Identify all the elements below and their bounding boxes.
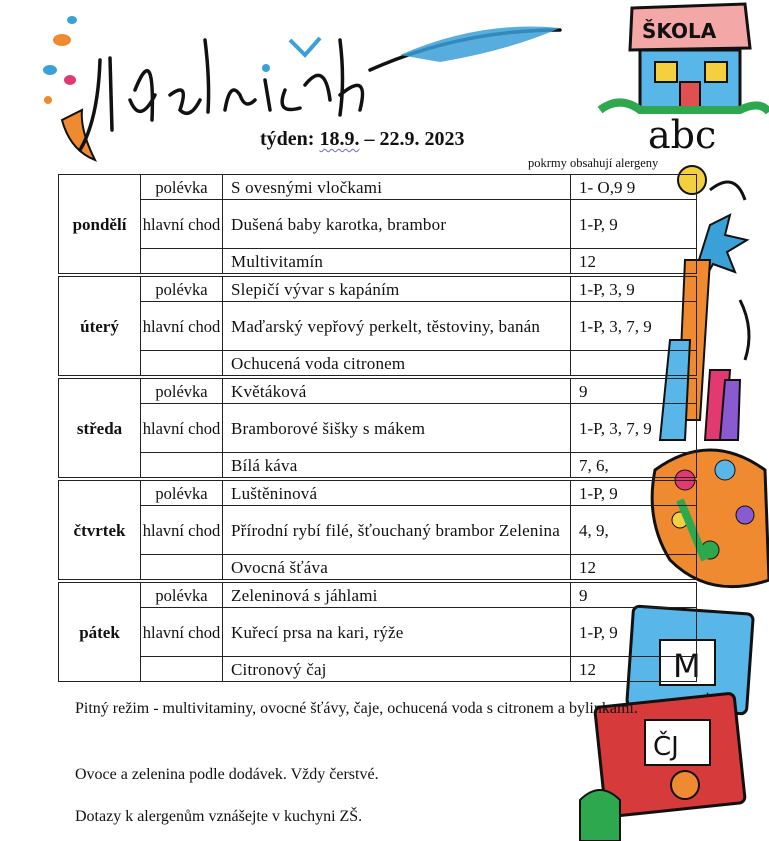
menu-row xyxy=(59,302,697,351)
title-text: Jídelníček xyxy=(140,97,181,108)
course-type: hlavní chod xyxy=(141,506,223,555)
footer-fruit: Ovoce a zelenina podle dodávek. Vždy čerstvé. xyxy=(75,766,379,783)
dish-name: Ochucená voda citronem xyxy=(223,351,571,376)
course-type: polévka xyxy=(141,481,223,506)
menu-row xyxy=(59,453,697,478)
week-heading xyxy=(260,128,464,151)
allergen-codes: 1-P, 9 xyxy=(571,608,697,657)
course-type xyxy=(141,351,223,376)
course-type xyxy=(141,657,223,682)
allergen-codes: 12 xyxy=(571,249,697,274)
course-type: polévka xyxy=(141,277,223,302)
menu-row xyxy=(59,379,697,404)
menu-row xyxy=(59,555,697,580)
week-date-to: 22.9. 2023 xyxy=(379,128,465,150)
course-type xyxy=(141,453,223,478)
dish-name: Bramborové šišky s mákem xyxy=(223,404,571,453)
dish-name: Maďarský vepřový perkelt, těstoviny, banán xyxy=(223,302,571,351)
week-label: týden: xyxy=(260,128,315,150)
day-name: úterý xyxy=(59,277,141,376)
day-name: čtvrtek xyxy=(59,481,141,580)
dish-name: Ovocná šťáva xyxy=(223,555,571,580)
day-name: pátek xyxy=(59,583,141,682)
menu-row xyxy=(59,249,697,274)
dish-name: Slepičí vývar s kapáním xyxy=(223,277,571,302)
svg-text:M: M xyxy=(673,647,701,685)
course-type: hlavní chod xyxy=(141,608,223,657)
menu-row xyxy=(59,200,697,249)
day-name: středa xyxy=(59,379,141,478)
allergen-codes: 9 xyxy=(571,583,697,608)
allergen-codes: 9 xyxy=(571,379,697,404)
allergen-codes: 12 xyxy=(571,657,697,682)
menu-row xyxy=(59,608,697,657)
menu-row xyxy=(59,657,697,682)
course-type xyxy=(141,249,223,274)
menu-row xyxy=(59,404,697,453)
menu-row xyxy=(59,351,697,376)
week-dash: – xyxy=(364,128,375,150)
dish-name: Luštěninová xyxy=(223,481,571,506)
footer-drinks: Pitný režim - multivitaminy, ovocné šťávy, čaje, ochucená voda s citronem a bylinkami. xyxy=(75,700,638,717)
dish-name: Kuřecí prsa na kari, rýže xyxy=(223,608,571,657)
week-date-from: 18.9. xyxy=(319,128,360,150)
menu-row xyxy=(59,583,697,608)
course-type: polévka xyxy=(141,379,223,404)
dish-name: Citronový čaj xyxy=(223,657,571,682)
caron-mark xyxy=(290,38,320,55)
dish-name: Květáková xyxy=(223,379,571,404)
school-house-icon xyxy=(600,4,769,112)
dish-name: Bílá káva xyxy=(223,453,571,478)
allergen-codes: 1-P, 3, 9 xyxy=(571,277,697,302)
day-name: pondělí xyxy=(59,175,141,274)
footer-questions: Dotazy k alergenům vznášejte v kuchyni ZŠ. xyxy=(75,808,363,825)
menu-row xyxy=(59,277,697,302)
allergen-codes: 12 xyxy=(571,555,697,580)
dish-name: Přírodní rybí filé, šťouchaný brambor Zelenina xyxy=(223,506,571,555)
course-type: polévka xyxy=(141,583,223,608)
svg-text:ČJ: ČJ xyxy=(653,732,679,762)
dish-name: Dušená baby karotka, brambor xyxy=(223,200,571,249)
dish-name: Multivitamín xyxy=(223,249,571,274)
allergen-codes: 1- O,9 9 xyxy=(571,175,697,200)
allergen-codes: 1-P, 9 xyxy=(571,481,697,506)
dot-mark xyxy=(262,64,270,72)
course-type: hlavní chod xyxy=(141,200,223,249)
menu-row xyxy=(59,481,697,506)
allergen-codes: 7, 6, xyxy=(571,453,697,478)
dish-name: S ovesnými vločkami xyxy=(223,175,571,200)
svg-text:ŠKOLA: ŠKOLA xyxy=(642,19,717,43)
course-type: hlavní chod xyxy=(141,302,223,351)
course-type: polévka xyxy=(141,175,223,200)
svg-text:abc: abc xyxy=(648,113,717,157)
title-swoosh xyxy=(400,27,560,62)
course-type xyxy=(141,555,223,580)
menu-table xyxy=(58,174,697,682)
allergen-codes: 1-P, 3, 7, 9 xyxy=(571,404,697,453)
allergen-codes: 1-P, 3, 7, 9 xyxy=(571,302,697,351)
allergen-note: pokrmy obsahují alergeny xyxy=(528,156,659,170)
course-type: hlavní chod xyxy=(141,404,223,453)
allergen-codes: 4, 9, xyxy=(571,506,697,555)
menu-row xyxy=(59,175,697,200)
allergen-codes xyxy=(571,351,697,376)
dish-name: Zeleninová s jáhlami xyxy=(223,583,571,608)
menu-row xyxy=(59,506,697,555)
allergen-codes: 1-P, 9 xyxy=(571,200,697,249)
